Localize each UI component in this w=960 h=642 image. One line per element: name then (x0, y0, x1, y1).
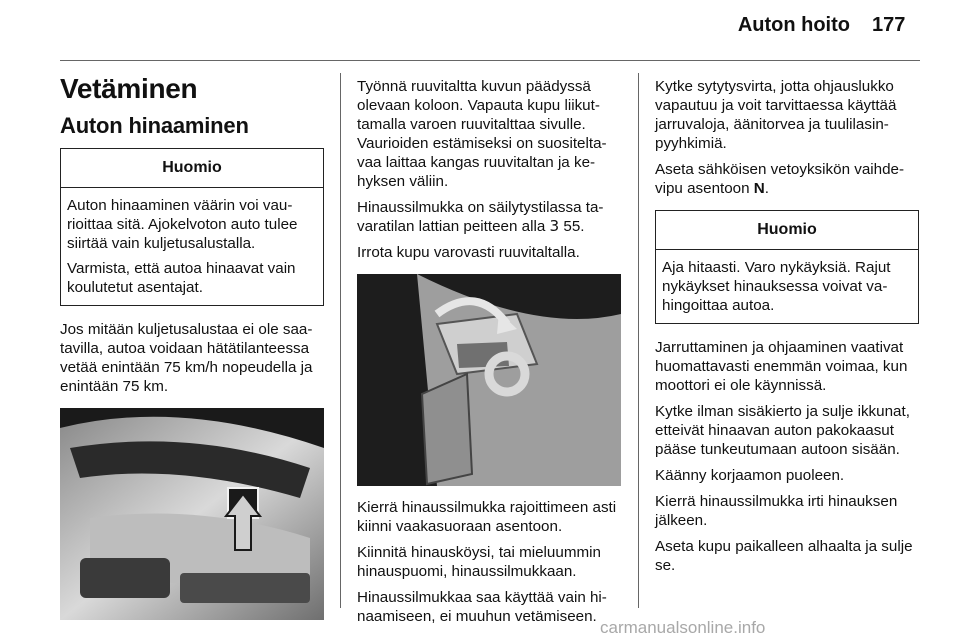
notice-text: Varmista, että autoa hinaavat vain koulutetut asentajat. (67, 260, 296, 296)
body-paragraph: Aseta kupu paikalleen alhaalta ja sulje se. (655, 538, 913, 574)
towing-eye-illustration (357, 274, 621, 486)
watermark: carmanualsonline.info (600, 618, 766, 637)
body-paragraph: Kytke sytytysvirta, jotta ohjauslukko vapautuu ja voit tarvittaessa käyttää jarruvaloja, äänitorvea ja tuulilasin-pyyhkimiä. (655, 78, 897, 152)
page-reference[interactable]: 55. (563, 218, 585, 235)
body-paragraph: Aseta sähköisen vetoyksikön vaihde-vipu asentoon N. (655, 161, 905, 197)
body-paragraph: Irrota kupu varovasti ruuvitaltalla. (357, 244, 580, 261)
body-paragraph: Kierrä hinaussilmukka rajoittimeen asti kiinni vaakasuoraan asentoon. (357, 499, 617, 535)
column-divider-1 (340, 73, 341, 608)
gear-position: N (753, 180, 765, 197)
notice-title: Huomio (656, 211, 918, 250)
section-title: Vetäminen (60, 73, 198, 104)
car-front-figure (60, 408, 324, 620)
page-reference-arrow[interactable]: 3 (549, 217, 560, 235)
column-2 (357, 77, 623, 633)
notice-title: Huomio (61, 149, 323, 188)
column-3 (655, 77, 919, 582)
header-title: Auton hoito (737, 14, 850, 36)
column-divider-2 (638, 73, 639, 608)
body-paragraph: Kierrä hinaussilmukka irti hinauksen jälkeen. (655, 493, 898, 529)
body-paragraph: Hinaussilmukkaa saa käyttää vain hi-naamiseen, ei muuhun vetämiseen. (357, 589, 607, 625)
page-number: 177 (872, 14, 906, 36)
car-front-illustration (60, 408, 324, 620)
column-1 (60, 62, 324, 620)
subsection-title: Auton hinaaminen (60, 113, 249, 138)
body-paragraph: Hinaussilmukka on säilytystilassa ta-varatilan lattian peitteen alla 3 55. (357, 199, 604, 235)
body-paragraph: Jos mitään kuljetusalustaa ei ole saa-tavilla, autoa voidaan hätätilanteessa vetää enintään 75 km/h nopeudella ja enintään 75 km. (60, 321, 313, 395)
body-paragraph: Jarruttaminen ja ohjaaminen vaativat huomattavasti enemmän voimaa, kun moottori ei ole käynnissä. (655, 339, 908, 394)
body-paragraph: Käänny korjaamon puoleen. (655, 467, 845, 484)
header-rule (60, 60, 920, 61)
towing-eye-figure (357, 274, 621, 486)
notice-text: Auton hinaaminen väärin voi vau-rioittaa sitä. Ajokelvoton auto tulee siirtää vain kuljetusalustalla. (67, 197, 298, 252)
notice-body (656, 250, 918, 323)
notice-box (60, 148, 324, 306)
notice-box (655, 210, 919, 324)
notice-body (61, 188, 323, 305)
notice-text: Aja hitaasti. Varo nykäyksiä. Rajut nykäykset hinauksessa voivat va-hingoittaa autoa. (662, 259, 891, 314)
body-paragraph: Kytke ilman sisäkierto ja sulje ikkunat, etteivät hinaavan auton pakokaasut pääse tunkeutumaan autoon sisään. (655, 403, 910, 458)
body-paragraph: Työnnä ruuvitaltta kuvun päädyssä olevaan koloon. Vapauta kupu liikut-tamalla varoen ruuvitalttaa sivulle. Vaurioiden estämiseksi on suositelta-vaa laittaa kangas ruuvitaltan ja ke-hyksen väliin. (357, 78, 607, 190)
body-paragraph: Kiinnitä hinausköysi, tai mieluummin hinauspuomi, hinaussilmukkaan. (357, 544, 601, 580)
